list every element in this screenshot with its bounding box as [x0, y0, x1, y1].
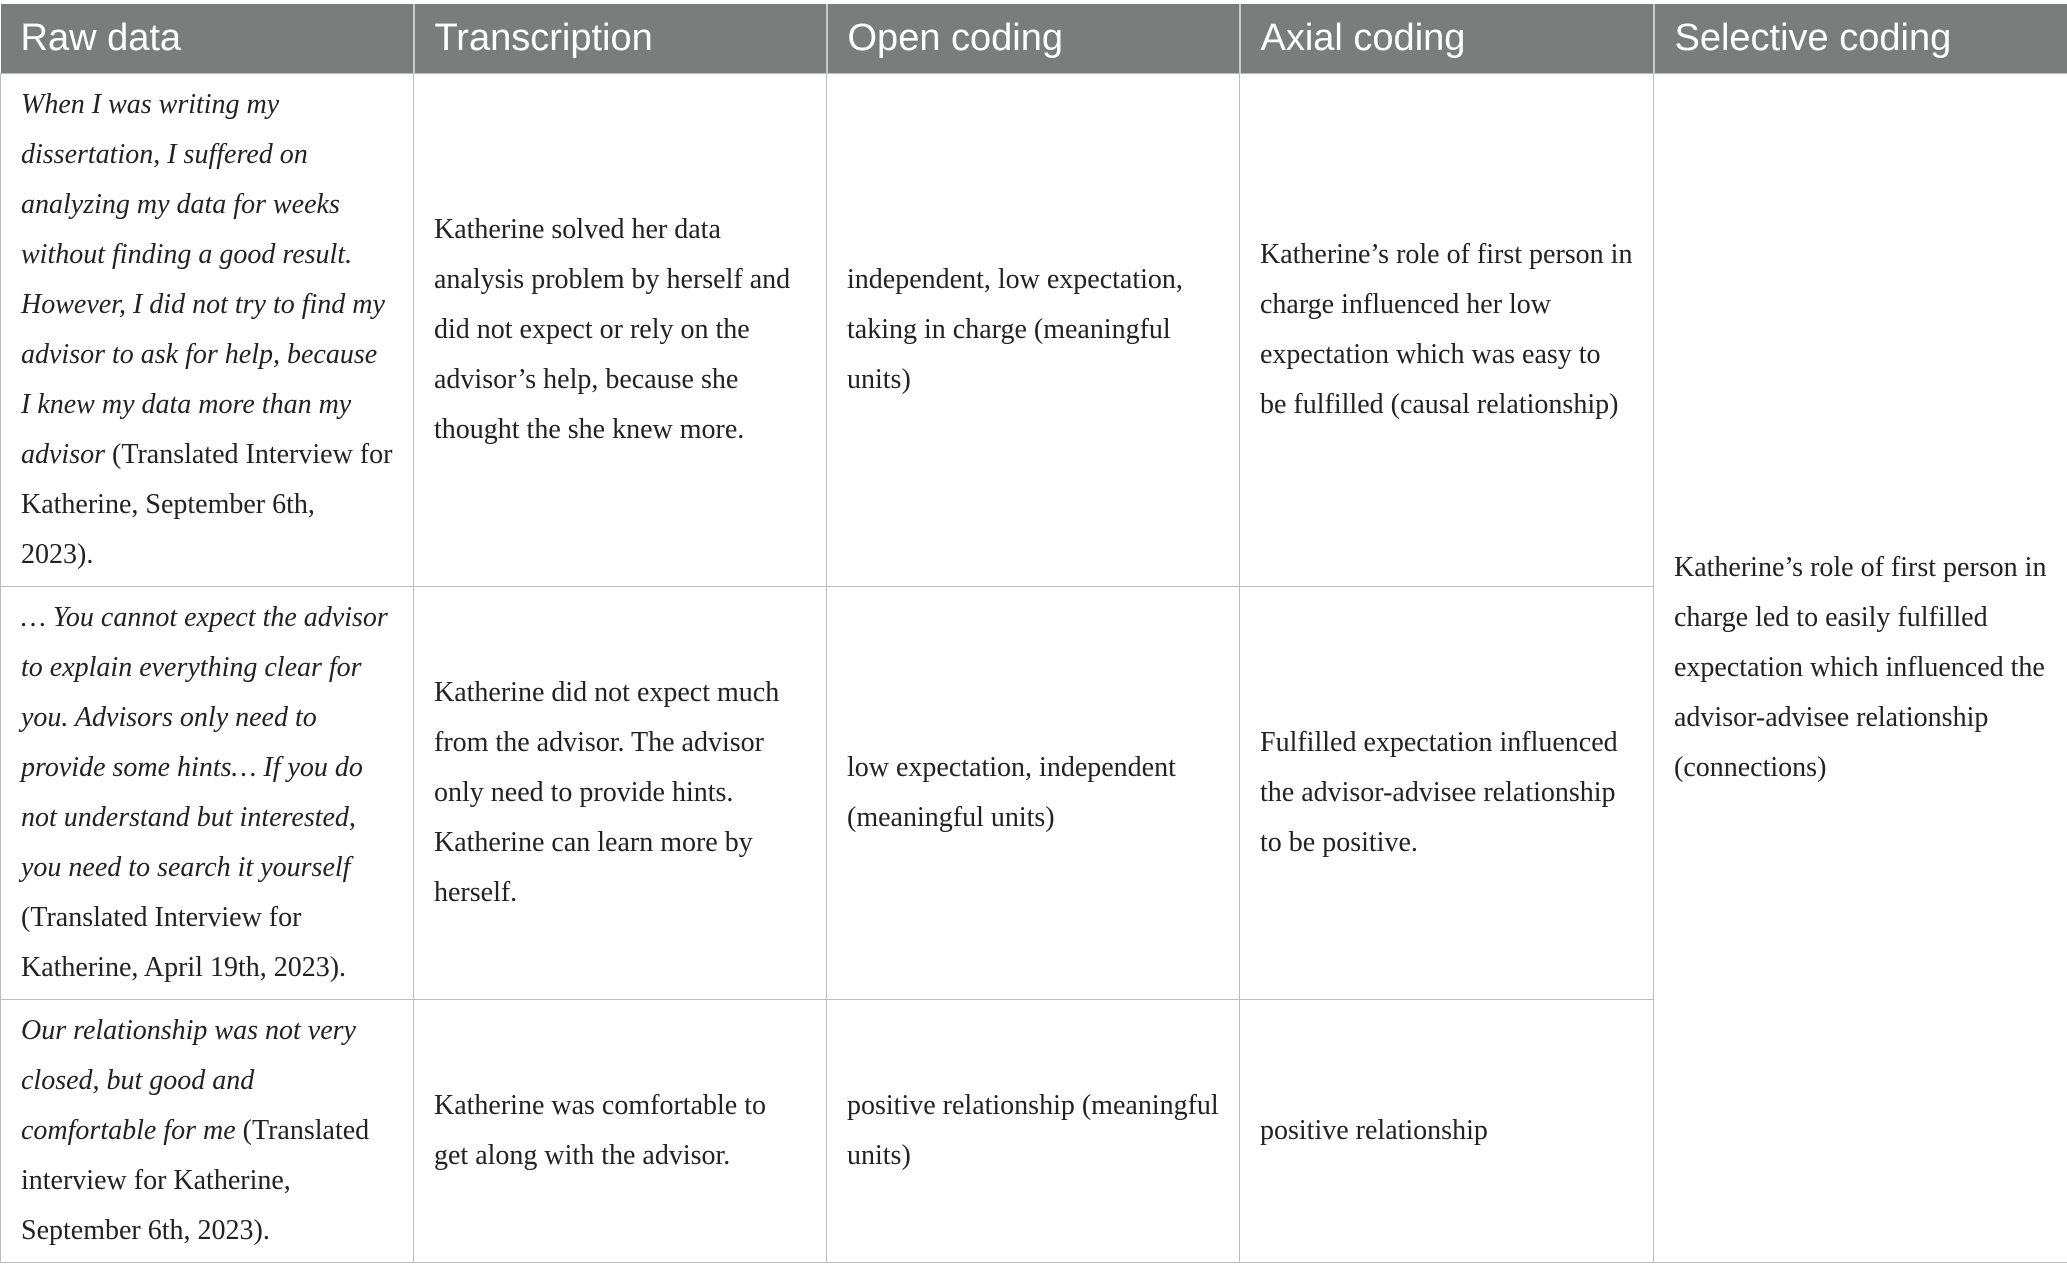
transcription-cell: Katherine solved her data analysis problem by herself and did not expect or rely on the advisor’s help, because she thought the she knew more. — [414, 73, 827, 586]
open-coding-cell: positive relationship (meaningful units) — [827, 999, 1240, 1262]
raw-data-cell — [1, 586, 414, 999]
coding-table — [0, 4, 2067, 1263]
raw-data-cell — [1, 999, 414, 1262]
header-axial-coding: Axial coding — [1240, 4, 1654, 73]
transcription-cell: Katherine was comfortable to get along with the advisor. — [414, 999, 827, 1262]
table-row — [1, 73, 2067, 586]
raw-quote: … You cannot expect the advisor to explain everything clear for you. Advisors only need to provide some hints… If you do not understand but interested, you need to search it yourself — [21, 601, 388, 883]
header-selective-coding: Selective coding — [1654, 4, 2067, 73]
header-transcription: Transcription — [414, 4, 827, 73]
axial-coding-cell: positive relationship — [1240, 999, 1654, 1262]
header-open-coding: Open coding — [827, 4, 1240, 73]
raw-quote: When I was writing my dissertation, I suffered on analyzing my data for weeks without finding a good result. However, I did not try to find my advisor to ask for help, because I knew my data more than my advisor — [21, 88, 385, 470]
open-coding-cell: low expectation, independent (meaningful units) — [827, 586, 1240, 999]
axial-coding-cell: Fulfilled expectation influenced the advisor-advisee relationship to be positive. — [1240, 586, 1654, 999]
raw-data-cell — [1, 73, 414, 586]
axial-coding-cell: Katherine’s role of first person in charge influenced her low expectation which was easy to be fulfilled (causal relationship) — [1240, 73, 1654, 586]
raw-source: (Translated interview for Katherine, September 6th, 2023). — [21, 1114, 370, 1246]
raw-source: (Translated Interview for Katherine, April 19th, 2023). — [21, 901, 347, 983]
raw-source: (Translated Interview for Katherine, September 6th, 2023). — [21, 438, 393, 570]
header-row — [1, 4, 2067, 73]
open-coding-cell: independent, low expectation, taking in charge (meaningful units) — [827, 73, 1240, 586]
transcription-cell: Katherine did not expect much from the advisor. The advisor only need to provide hints. Katherine can learn more by herself. — [414, 586, 827, 999]
raw-quote: Our relationship was not very closed, but good and comfortable for me — [21, 1014, 356, 1146]
selective-coding-cell: Katherine’s role of first person in charge led to easily fulfilled expectation which influenced the advisor-advisee relationship (connections) — [1654, 73, 2067, 1262]
header-raw-data: Raw data — [1, 4, 414, 73]
